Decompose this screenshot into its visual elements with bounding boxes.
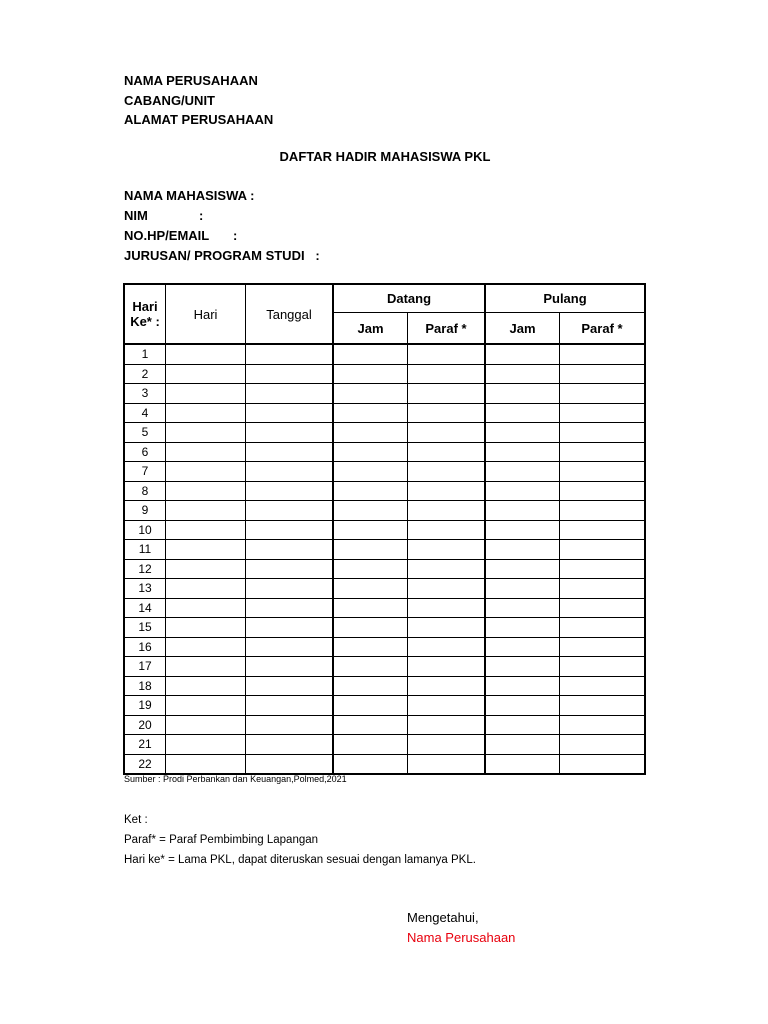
cell-day-number: 16 xyxy=(124,637,166,657)
cell-day-number: 12 xyxy=(124,559,166,579)
cell-arrive-time[interactable] xyxy=(333,540,408,560)
table-row xyxy=(124,364,645,384)
cell-leave-initial[interactable] xyxy=(560,364,646,384)
cell-leave-time[interactable] xyxy=(485,344,560,364)
cell-day-number: 19 xyxy=(124,696,166,716)
cell-date[interactable] xyxy=(246,364,334,384)
cell-leave-time[interactable] xyxy=(485,696,560,716)
cell-leave-time[interactable] xyxy=(485,384,560,404)
cell-leave-time[interactable] xyxy=(485,618,560,638)
cell-leave-initial[interactable] xyxy=(560,598,646,618)
table-row xyxy=(124,462,645,482)
cell-leave-time[interactable] xyxy=(485,676,560,696)
cell-leave-time[interactable] xyxy=(485,598,560,618)
document-title: DAFTAR HADIR MAHASISWA PKL xyxy=(279,149,491,164)
cell-arrive-initial[interactable] xyxy=(408,344,486,364)
notes-line-day: Hari ke* = Lama PKL, dapat diteruskan sesuai dengan lamanya PKL. xyxy=(124,854,476,866)
cell-arrive-time[interactable] xyxy=(333,715,408,735)
cell-day-number: 9 xyxy=(124,501,166,521)
cell-arrive-initial[interactable] xyxy=(408,442,486,462)
cell-day-number: 21 xyxy=(124,735,166,755)
cell-day[interactable] xyxy=(166,735,246,755)
cell-arrive-initial[interactable] xyxy=(408,559,486,579)
cell-arrive-initial[interactable] xyxy=(408,637,486,657)
cell-arrive-initial[interactable] xyxy=(408,618,486,638)
cell-arrive-time[interactable] xyxy=(333,364,408,384)
cell-day[interactable] xyxy=(166,657,246,677)
cell-leave-initial[interactable] xyxy=(560,579,646,599)
table-row xyxy=(124,501,645,521)
cell-leave-time[interactable] xyxy=(485,579,560,599)
cell-leave-initial[interactable] xyxy=(560,423,646,443)
student-nim-field xyxy=(124,206,320,226)
cell-date[interactable] xyxy=(246,442,334,462)
cell-leave-initial[interactable] xyxy=(560,481,646,501)
cell-arrive-initial[interactable] xyxy=(408,481,486,501)
cell-arrive-initial[interactable] xyxy=(408,540,486,560)
student-name-field xyxy=(124,186,320,206)
signature-acknowledged: Mengetahui, xyxy=(407,910,479,925)
cell-arrive-time[interactable] xyxy=(333,403,408,423)
cell-arrive-time[interactable] xyxy=(333,754,408,774)
company-header xyxy=(124,71,273,130)
cell-arrive-initial[interactable] xyxy=(408,696,486,716)
cell-leave-initial[interactable] xyxy=(560,462,646,482)
cell-leave-initial[interactable] xyxy=(560,696,646,716)
header-leave: Pulang xyxy=(485,284,645,313)
cell-day[interactable] xyxy=(166,579,246,599)
cell-arrive-time[interactable] xyxy=(333,559,408,579)
cell-arrive-initial[interactable] xyxy=(408,423,486,443)
cell-day[interactable] xyxy=(166,481,246,501)
student-nim-separator: : xyxy=(199,208,204,223)
table-row xyxy=(124,403,645,423)
cell-date[interactable] xyxy=(246,481,334,501)
cell-leave-time[interactable] xyxy=(485,637,560,657)
student-info xyxy=(124,186,320,266)
cell-day[interactable] xyxy=(166,676,246,696)
cell-leave-time[interactable] xyxy=(485,403,560,423)
cell-leave-initial[interactable] xyxy=(560,735,646,755)
cell-arrive-time[interactable] xyxy=(333,423,408,443)
cell-day[interactable] xyxy=(166,501,246,521)
cell-day-number: 8 xyxy=(124,481,166,501)
header-date: Tanggal xyxy=(246,284,334,344)
cell-day[interactable] xyxy=(166,462,246,482)
cell-leave-initial[interactable] xyxy=(560,520,646,540)
cell-leave-initial[interactable] xyxy=(560,637,646,657)
cell-arrive-initial[interactable] xyxy=(408,715,486,735)
attendance-rows xyxy=(124,344,645,774)
cell-day-number: 4 xyxy=(124,403,166,423)
cell-arrive-time[interactable] xyxy=(333,618,408,638)
cell-leave-time[interactable] xyxy=(485,442,560,462)
cell-leave-time[interactable] xyxy=(485,481,560,501)
cell-day[interactable] xyxy=(166,754,246,774)
cell-leave-time[interactable] xyxy=(485,462,560,482)
cell-leave-initial[interactable] xyxy=(560,754,646,774)
cell-date[interactable] xyxy=(246,384,334,404)
cell-arrive-time[interactable] xyxy=(333,344,408,364)
header-arrive: Datang xyxy=(333,284,485,313)
cell-leave-time[interactable] xyxy=(485,364,560,384)
cell-day-number: 20 xyxy=(124,715,166,735)
cell-day[interactable] xyxy=(166,364,246,384)
cell-leave-initial[interactable] xyxy=(560,344,646,364)
header-arrive-time: Jam xyxy=(333,313,408,345)
cell-arrive-initial[interactable] xyxy=(408,676,486,696)
cell-day[interactable] xyxy=(166,540,246,560)
cell-arrive-time[interactable] xyxy=(333,657,408,677)
cell-arrive-time[interactable] xyxy=(333,442,408,462)
cell-day-number: 6 xyxy=(124,442,166,462)
cell-date[interactable] xyxy=(246,715,334,735)
signature-block xyxy=(407,908,515,948)
cell-arrive-time[interactable] xyxy=(333,384,408,404)
cell-date[interactable] xyxy=(246,676,334,696)
header-arrive-initial: Paraf * xyxy=(408,313,486,345)
cell-leave-time[interactable] xyxy=(485,520,560,540)
table-row xyxy=(124,657,645,677)
cell-leave-initial[interactable] xyxy=(560,384,646,404)
cell-leave-initial[interactable] xyxy=(560,501,646,521)
cell-arrive-initial[interactable] xyxy=(408,520,486,540)
table-row xyxy=(124,598,645,618)
attendance-table xyxy=(123,283,646,775)
cell-day-number: 11 xyxy=(124,540,166,560)
cell-arrive-initial[interactable] xyxy=(408,364,486,384)
cell-leave-initial[interactable] xyxy=(560,540,646,560)
cell-leave-initial[interactable] xyxy=(560,403,646,423)
cell-leave-initial[interactable] xyxy=(560,618,646,638)
cell-arrive-time[interactable] xyxy=(333,579,408,599)
cell-arrive-time[interactable] xyxy=(333,735,408,755)
cell-day[interactable] xyxy=(166,637,246,657)
cell-arrive-time[interactable] xyxy=(333,637,408,657)
cell-date[interactable] xyxy=(246,462,334,482)
cell-leave-time[interactable] xyxy=(485,423,560,443)
cell-arrive-time[interactable] xyxy=(333,520,408,540)
cell-day-number: 10 xyxy=(124,520,166,540)
cell-leave-time[interactable] xyxy=(485,657,560,677)
cell-leave-time[interactable] xyxy=(485,540,560,560)
table-row xyxy=(124,540,645,560)
cell-arrive-initial[interactable] xyxy=(408,384,486,404)
table-row xyxy=(124,344,645,364)
cell-arrive-initial[interactable] xyxy=(408,754,486,774)
table-row xyxy=(124,754,645,774)
cell-date[interactable] xyxy=(246,579,334,599)
table-row xyxy=(124,384,645,404)
cell-date[interactable] xyxy=(246,598,334,618)
cell-date[interactable] xyxy=(246,344,334,364)
cell-date[interactable] xyxy=(246,696,334,716)
cell-date[interactable] xyxy=(246,618,334,638)
company-name: NAMA PERUSAHAAN xyxy=(124,73,258,88)
cell-day-number: 18 xyxy=(124,676,166,696)
cell-day-number: 13 xyxy=(124,579,166,599)
cell-arrive-time[interactable] xyxy=(333,696,408,716)
cell-day-number: 14 xyxy=(124,598,166,618)
cell-date[interactable] xyxy=(246,403,334,423)
student-phone-separator: : xyxy=(233,228,238,243)
cell-leave-initial[interactable] xyxy=(560,442,646,462)
student-phone-field xyxy=(124,226,320,246)
cell-leave-time[interactable] xyxy=(485,715,560,735)
cell-day[interactable] xyxy=(166,403,246,423)
student-major-field xyxy=(124,246,320,266)
company-branch: CABANG/UNIT xyxy=(124,92,215,108)
table-row xyxy=(124,520,645,540)
cell-leave-initial[interactable] xyxy=(560,715,646,735)
source-note: Sumber : Prodi Perbankan dan Keuangan,Polmed,2021 xyxy=(124,774,347,784)
cell-date[interactable] xyxy=(246,637,334,657)
cell-day-number: 17 xyxy=(124,657,166,677)
table-row xyxy=(124,696,645,716)
cell-date[interactable] xyxy=(246,754,334,774)
student-major-label: JURUSAN/ PROGRAM STUDI : xyxy=(124,248,320,263)
cell-arrive-time[interactable] xyxy=(333,676,408,696)
cell-arrive-time[interactable] xyxy=(333,501,408,521)
header-leave-initial: Paraf * xyxy=(560,313,646,345)
cell-day-number: 5 xyxy=(124,423,166,443)
cell-leave-time[interactable] xyxy=(485,754,560,774)
cell-day[interactable] xyxy=(166,520,246,540)
cell-leave-time[interactable] xyxy=(485,559,560,579)
notes-line-initial: Paraf* = Paraf Pembimbing Lapangan xyxy=(124,834,319,846)
cell-day-number: 15 xyxy=(124,618,166,638)
company-address: ALAMAT PERUSAHAAN xyxy=(124,112,274,127)
cell-leave-initial[interactable] xyxy=(560,559,646,579)
cell-day[interactable] xyxy=(166,384,246,404)
cell-date[interactable] xyxy=(246,520,334,540)
table-row xyxy=(124,715,645,735)
cell-date[interactable] xyxy=(246,735,334,755)
cell-day[interactable] xyxy=(166,559,246,579)
table-row xyxy=(124,735,645,755)
header-leave-time: Jam xyxy=(485,313,560,345)
cell-day-number: 7 xyxy=(124,462,166,482)
signature-company: Nama Perusahaan xyxy=(407,930,516,945)
header-day-number: Hari Ke* : xyxy=(124,284,166,344)
cell-day[interactable] xyxy=(166,696,246,716)
student-phone-label: NO.HP/EMAIL xyxy=(124,228,210,243)
notes xyxy=(124,810,476,870)
cell-day[interactable] xyxy=(166,618,246,638)
cell-day-number: 22 xyxy=(124,754,166,774)
cell-day-number: 3 xyxy=(124,384,166,404)
table-row xyxy=(124,579,645,599)
cell-day-number: 1 xyxy=(124,344,166,364)
notes-heading: Ket : xyxy=(124,814,148,826)
cell-arrive-initial[interactable] xyxy=(408,657,486,677)
cell-day[interactable] xyxy=(166,598,246,618)
table-row xyxy=(124,676,645,696)
cell-leave-initial[interactable] xyxy=(560,657,646,677)
cell-day[interactable] xyxy=(166,344,246,364)
cell-arrive-time[interactable] xyxy=(333,462,408,482)
cell-day[interactable] xyxy=(166,442,246,462)
cell-day[interactable] xyxy=(166,715,246,735)
student-nim-label: NIM xyxy=(124,208,148,223)
cell-day[interactable] xyxy=(166,423,246,443)
cell-day-number: 2 xyxy=(124,364,166,384)
cell-arrive-initial[interactable] xyxy=(408,579,486,599)
cell-arrive-initial[interactable] xyxy=(408,403,486,423)
cell-date[interactable] xyxy=(246,501,334,521)
table-row xyxy=(124,637,645,657)
table-row xyxy=(124,618,645,638)
cell-date[interactable] xyxy=(246,423,334,443)
cell-leave-initial[interactable] xyxy=(560,676,646,696)
cell-date[interactable] xyxy=(246,540,334,560)
cell-date[interactable] xyxy=(246,657,334,677)
cell-arrive-time[interactable] xyxy=(333,481,408,501)
cell-leave-time[interactable] xyxy=(485,735,560,755)
table-row xyxy=(124,442,645,462)
student-name-label: NAMA MAHASISWA : xyxy=(124,188,255,203)
header-day: Hari xyxy=(166,284,246,344)
cell-arrive-initial[interactable] xyxy=(408,462,486,482)
cell-arrive-initial[interactable] xyxy=(408,598,486,618)
cell-arrive-initial[interactable] xyxy=(408,735,486,755)
table-row xyxy=(124,481,645,501)
cell-date[interactable] xyxy=(246,559,334,579)
cell-leave-time[interactable] xyxy=(485,501,560,521)
table-row xyxy=(124,423,645,443)
table-row xyxy=(124,559,645,579)
cell-arrive-initial[interactable] xyxy=(408,501,486,521)
cell-arrive-time[interactable] xyxy=(333,598,408,618)
